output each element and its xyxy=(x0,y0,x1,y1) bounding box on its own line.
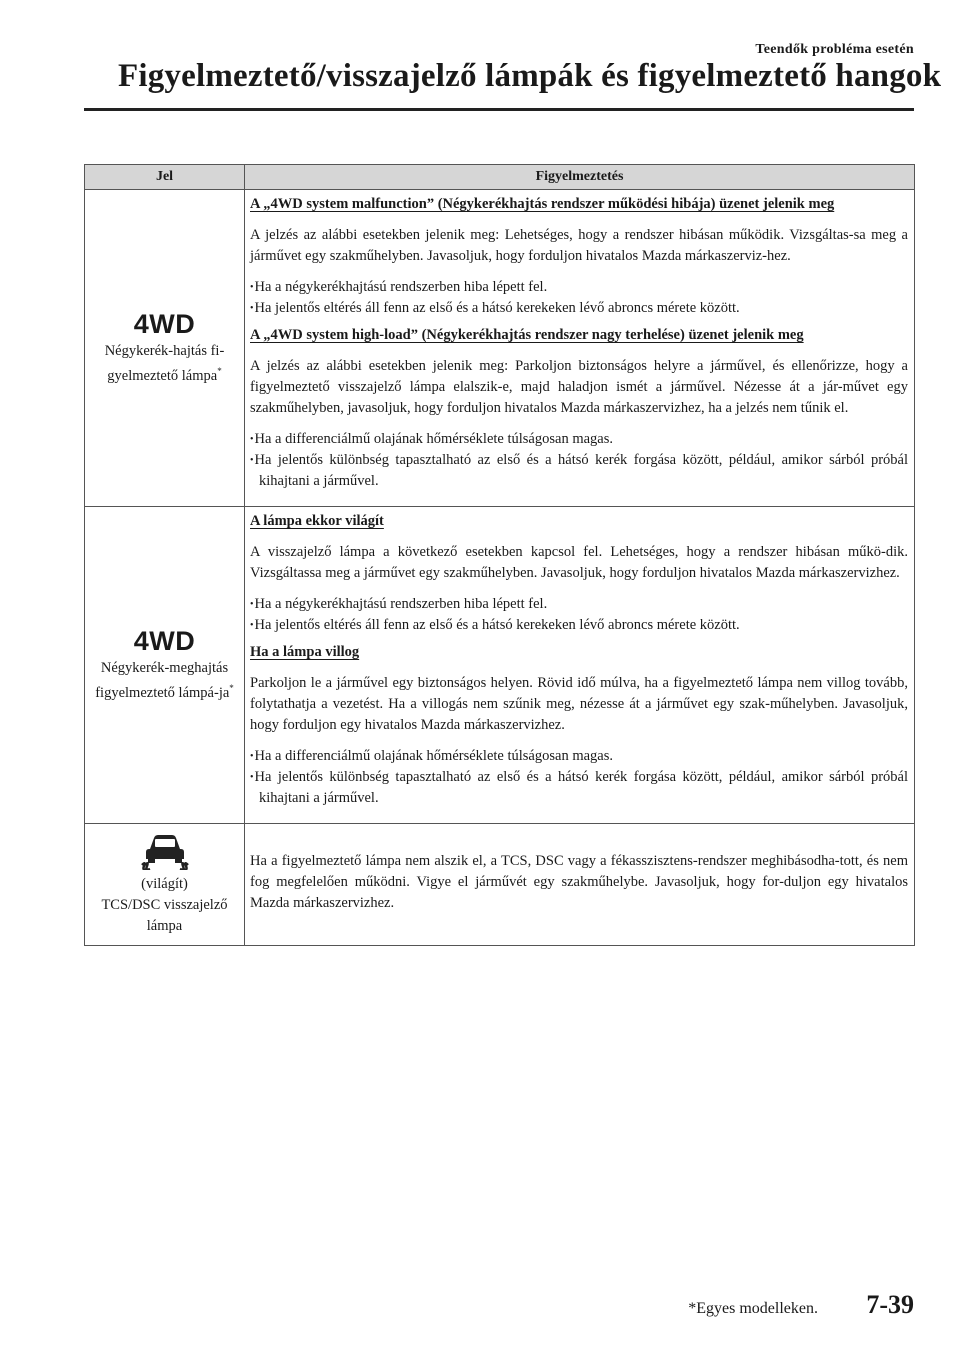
tcs-skid-car-icon xyxy=(140,832,190,870)
lamp-state: (világít) xyxy=(141,876,188,892)
page-title: Figyelmeztető/visszajelző lámpák és figyelmeztető hangok xyxy=(118,58,942,94)
paragraph: A jelzés az alábbi esetekben jelenik meg: Lehetséges, hogy a rendszer hibásan működik. Vizsgáltas-sa meg a járművet egy szakműhelyben. Javasoljuk, hogy forduljon hivatalos Mazda márkaszerviz-hez. xyxy=(250,227,908,264)
footnote: *Egyes modelleken. xyxy=(688,1300,818,1317)
table-row xyxy=(85,190,915,507)
warning-table xyxy=(84,164,915,946)
warning-cell xyxy=(245,190,915,507)
table-header-row xyxy=(85,165,915,190)
list-item: • Ha jelentős különbség tapasztalható az első és a hátsó kerék forgása között, például, amikor sárból próbál kihajtani a járművel. xyxy=(250,767,908,809)
list-item: • Ha a négykerékhajtású rendszerben hiba lépett fel. xyxy=(250,594,908,615)
warning-cell xyxy=(245,507,915,824)
asterisk: * xyxy=(217,366,222,377)
title-rule xyxy=(84,108,914,111)
4wd-warning-icon: 4WD xyxy=(133,308,196,339)
bullet-list xyxy=(250,594,908,636)
symbol-label: Négykerék-meghajtás figyelmeztető lámpá-ja* xyxy=(95,659,234,702)
warning-cell xyxy=(245,824,915,946)
bullet-list xyxy=(250,746,908,809)
table-row xyxy=(85,507,915,824)
paragraph: Ha a figyelmeztető lámpa nem alszik el, a TCS, DSC vagy a fékasszisztens-rendszer meghibásodha-tott, és nem fog megfelelően működni. Vigye el járművét egy szakműhelybe. Javasoljuk, hogy for-duljon egy hivatalos Mazda márkaszervizhez. xyxy=(250,853,908,911)
list-item: • Ha jelentős eltérés áll fenn az első és a hátsó kerekeken lévő abroncs mérete között. xyxy=(250,298,908,319)
list-item: • Ha a négykerékhajtású rendszerben hiba lépett fel. xyxy=(250,277,908,298)
paragraph: A jelzés az alábbi esetekben jelenik meg: Parkoljon biztonságos helyre a járművel, és ellenőrizze, hogy a figyelmeztető visszajelző lámpa elalszik-e, majd haladjon ismét a járművel. Nézesse át a jár-művet egy szakműhelyben, javasoljuk, hogy forduljon hivatalos Mazda márkaszervizhez, ha a jelzés nem tűnik el. xyxy=(250,358,908,416)
subheading: A lámpa ekkor világít xyxy=(250,513,384,529)
4wd-indicator-icon: 4WD xyxy=(133,625,196,656)
subheading: Ha a lámpa villog xyxy=(250,644,360,660)
paragraph: A visszajelző lámpa a következő esetekben kapcsol fel. Lehetséges, hogy a rendszer hibásan műkö-dik. Vizsgáltassa meg a járművet egy szakműhelyben. Javasoljuk, hogy forduljon hivatalos Mazda márkaszervizhez. xyxy=(250,544,908,581)
bullet-list xyxy=(250,429,908,492)
asterisk: * xyxy=(229,683,234,694)
list-item: • Ha jelentős eltérés áll fenn az első és a hátsó kerekeken lévő abroncs mérete között. xyxy=(250,615,908,636)
symbol-cell xyxy=(85,190,245,507)
symbol-cell xyxy=(85,507,245,824)
page-number: 7-39 xyxy=(866,1290,914,1319)
section-label: Teendők probléma esetén xyxy=(755,42,914,57)
list-item: • Ha a differenciálmű olajának hőmérséklete túlságosan magas. xyxy=(250,429,908,450)
column-header-symbol: Jel xyxy=(85,165,245,190)
list-item: • Ha jelentős különbség tapasztalható az első és a hátsó kerék forgása között, például, amikor sárból próbál kihajtani a járművel. xyxy=(250,450,908,492)
subheading: A „4WD system high-load” (Négykerékhajtás rendszer nagy terhelése) üzenet jelenik meg xyxy=(250,327,804,343)
column-header-warning: Figyelmeztetés xyxy=(245,165,915,190)
list-item: • Ha a differenciálmű olajának hőmérséklete túlságosan magas. xyxy=(250,746,908,767)
subheading: A „4WD system malfunction” (Négykerékhajtás rendszer működési hibája) üzenet jelenik meg xyxy=(250,196,835,212)
paragraph: Parkoljon le a járművel egy biztonságos helyen. Rövid idő múlva, ha a figyelmeztető lámpa nem villog tovább, folytathatja a vezetést. Ha a villogás nem szűnik meg, nézesse át a járművet egy szak-műhelyben. Javasoljuk, hogy forduljon egy hivatalos Mazda márkaszervizhez. xyxy=(250,675,908,733)
symbol-label: TCS/DSC visszajelző lámpa xyxy=(101,897,228,934)
table-row xyxy=(85,824,915,946)
bullet-list xyxy=(250,277,908,319)
symbol-label: Négykerék-hajtás fi-gyelmeztető lámpa* xyxy=(104,342,225,385)
symbol-cell xyxy=(85,824,245,946)
